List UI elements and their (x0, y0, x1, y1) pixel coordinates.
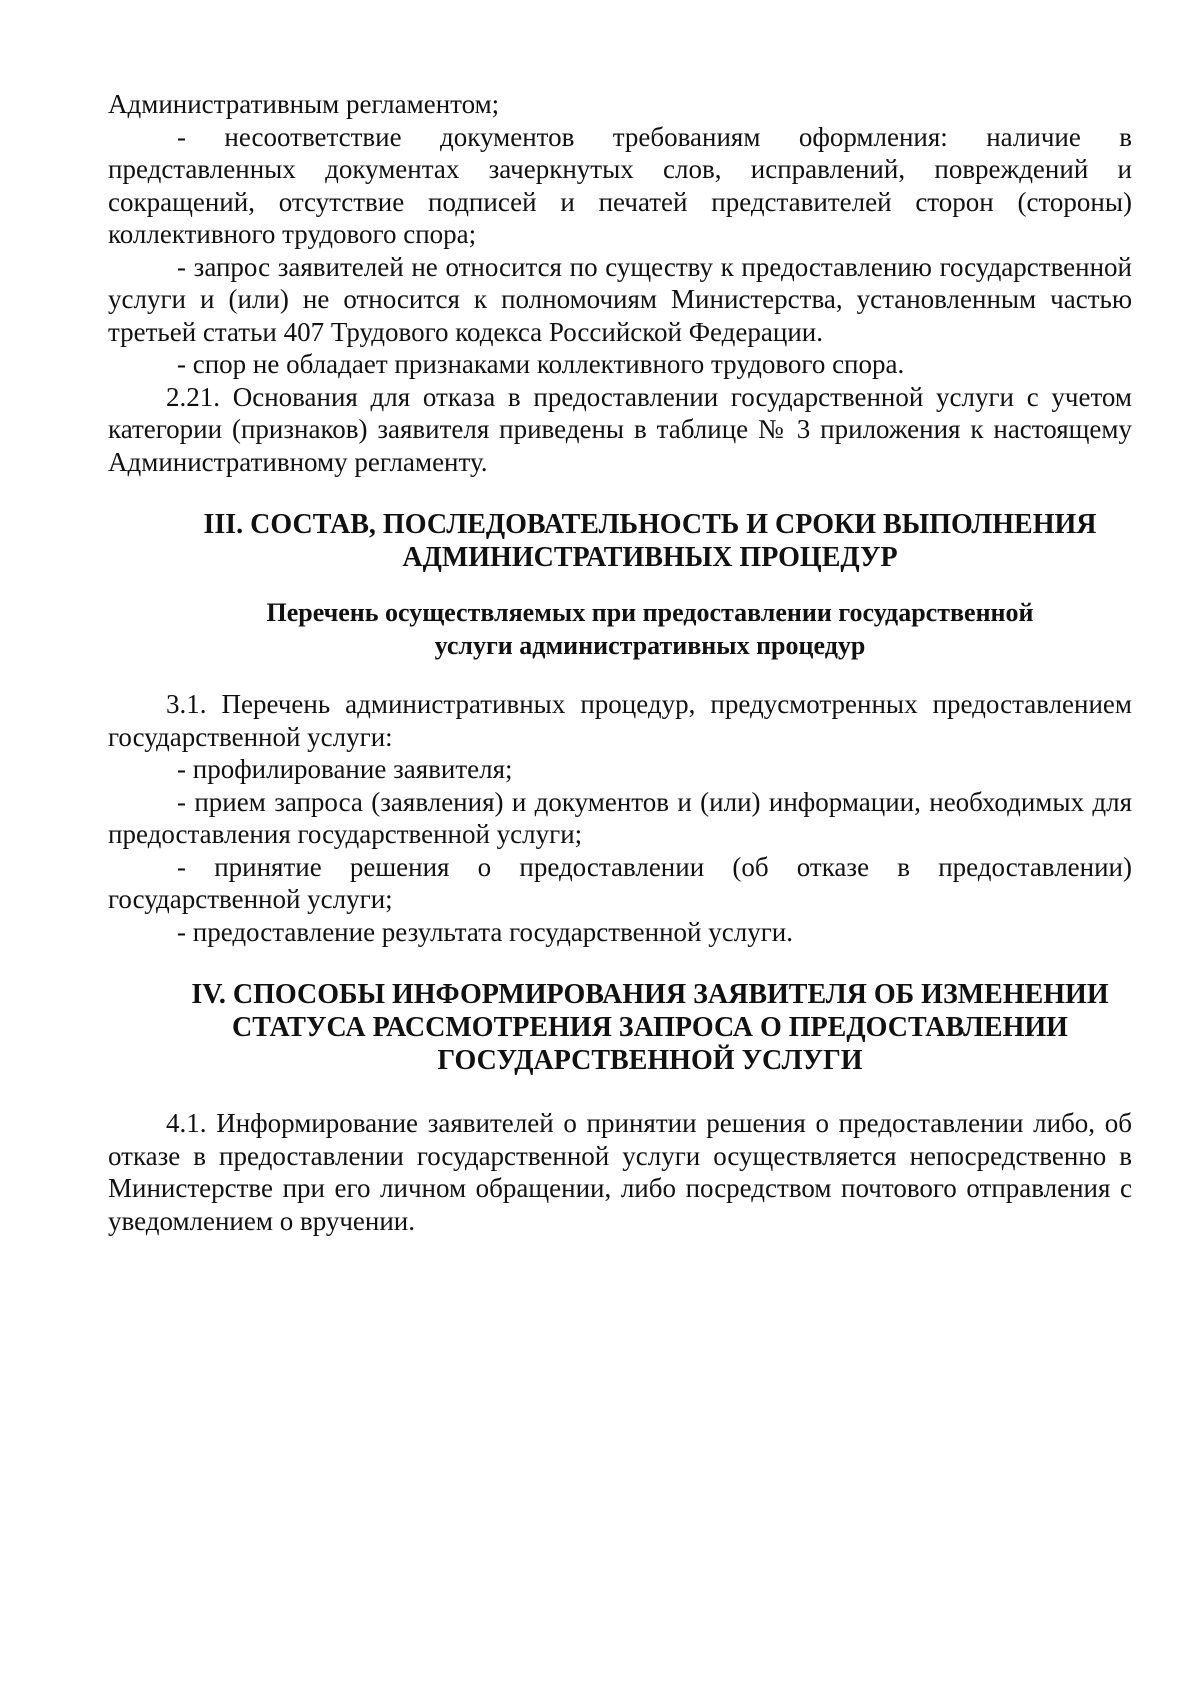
section-4-title-line-2: СТАТУСА РАССМОТРЕНИЯ ЗАПРОСА О ПРЕДОСТАВЛЕНИИ (232, 1012, 1068, 1043)
paragraph-3-1: 3.1. Перечень административных процедур, предусмотренных предоставлением государственной услуги: (108, 689, 1132, 752)
list-item: - профилирование заявителя; (177, 754, 513, 784)
section-4-title-line-3: ГОСУДАРСТВЕННОЙ УСЛУГИ (437, 1045, 863, 1076)
paragraph-request: - запрос заявителей не относится по существу к предоставлению государственной услуги и (или) не относится к полномочиям Министерства, установленным частью третьей статьи 407 Трудового кодекса Российской Федерации. (108, 251, 1132, 347)
list-item: - предоставление результата государственной услуги. (177, 916, 793, 947)
section-3-subtitle-line-2: услуги административных процедур (434, 631, 866, 660)
paragraph-intro: Административным регламентом; (108, 89, 500, 119)
paragraph-4-1: 4.1. Информирование заявителей о принятии решения о предоставлении либо, об отказе в предоставлении государственной услуги осуществляется непосредственно в Министерстве при его личном обращении, либо посредством почтового отправления с уведомлением о вручении. (108, 1108, 1132, 1236)
section-3-subtitle (108, 596, 1132, 662)
list-item: - прием запроса (заявления) и документов и (или) информации, необходимых для предоставления государственной услуги; (108, 786, 1132, 849)
section-4-title-line-1: IV. СПОСОБЫ ИНФОРМИРОВАНИЯ ЗАЯВИТЕЛЯ ОБ ИЗМЕНЕНИИ (191, 979, 1109, 1010)
paragraph-mismatch: - несоответствие документов требованиям оформления: наличие в представленных документах зачеркнутых слов, исправлений, повреждений и сокращений, отсутствие подписей и печатей представителей сторон (стороны) коллективного трудового спора; (108, 121, 1132, 249)
section-3-subtitle-line-1: Перечень осуществляемых при предоставлении государственной (266, 598, 1034, 627)
section-4-title (108, 978, 1132, 1077)
section-3-title-line-2: АДМИНИСТРАТИВНЫХ ПРОЦЕДУР (402, 542, 898, 573)
list-item: - принятие решения о предоставлении (об отказе в предоставлении) государственной услуги; (108, 851, 1132, 914)
paragraph-2-21: 2.21. Основания для отказа в предоставлении государственной услуги с учетом категории (признаков) заявителя приведены в таблице № 3 приложения к настоящему Административному регламенту. (108, 381, 1132, 477)
section-3-title (108, 508, 1132, 574)
section-3-title-line-1: III. СОСТАВ, ПОСЛЕДОВАТЕЛЬНОСТЬ И СРОКИ ВЫПОЛНЕНИЯ (203, 509, 1097, 540)
document-page (108, 88, 1132, 1237)
paragraph-dispute: - спор не обладает признаками коллективного трудового спора. (177, 349, 905, 379)
